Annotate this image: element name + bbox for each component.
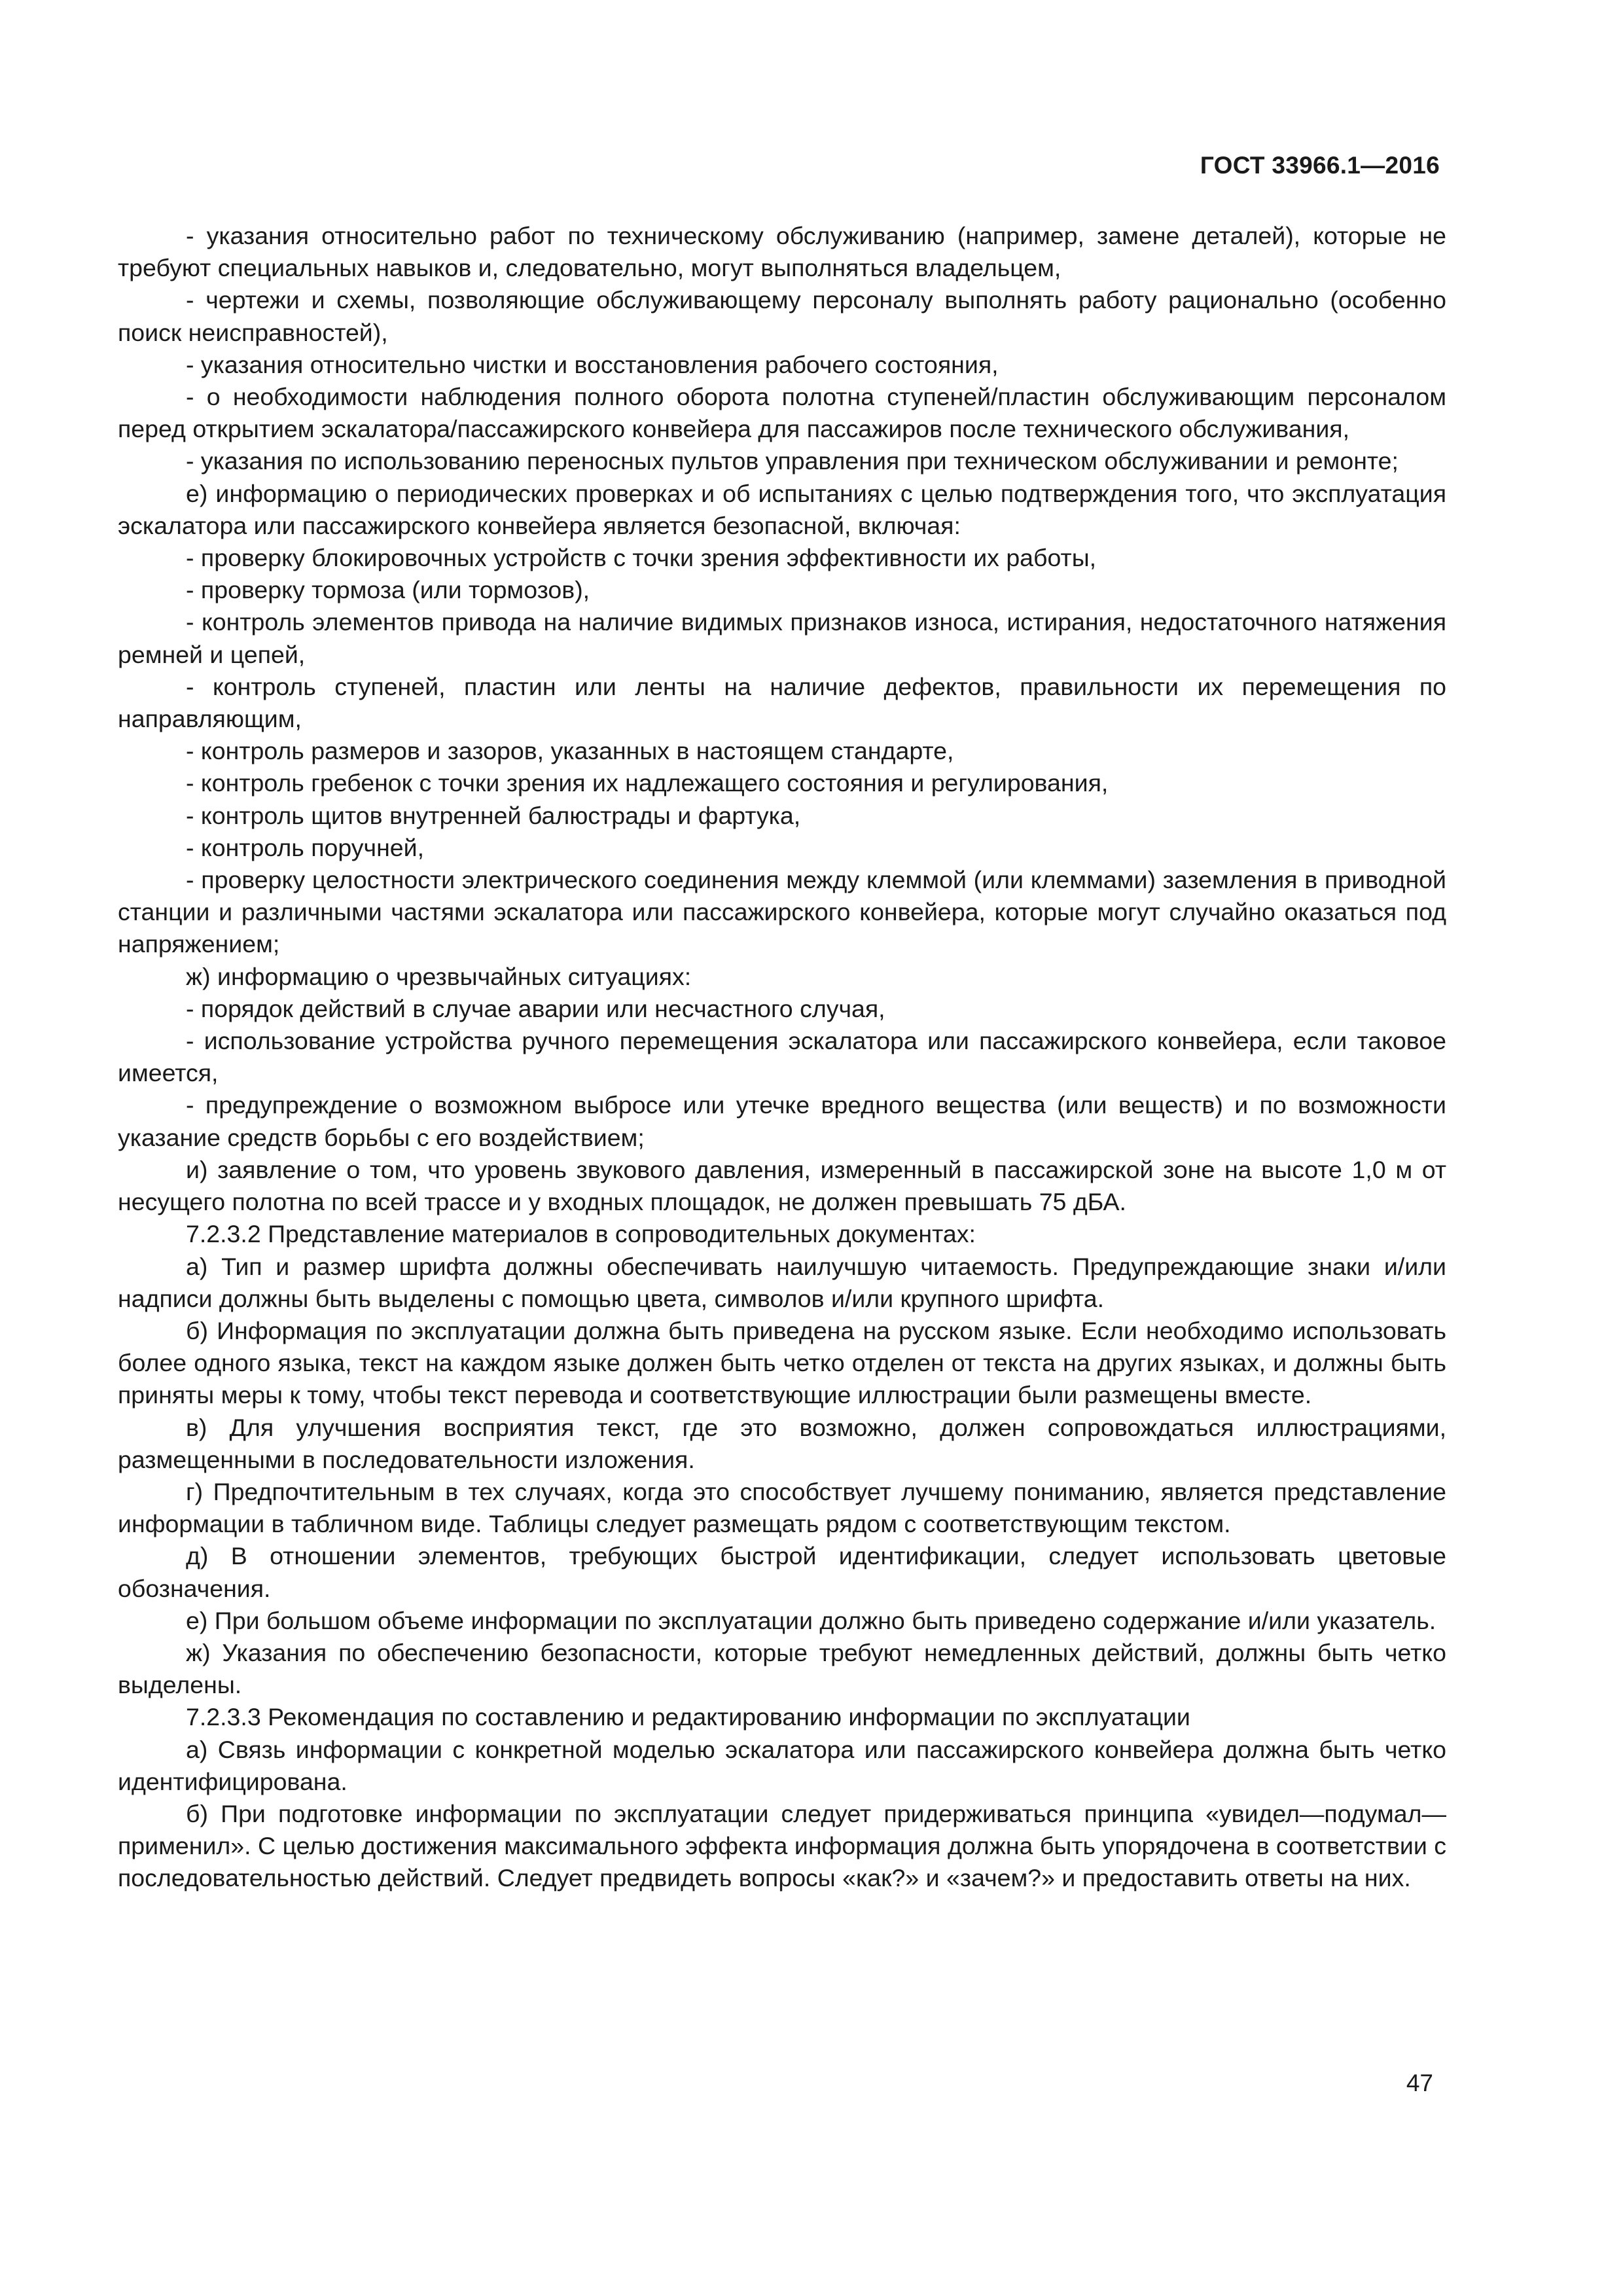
paragraph: - проверку целостности электрического соединения между клеммой (или клеммами) заземления в приводной станции и различными частями эскалатора или пассажирского конвейера, которые могут случайно оказаться под напряжением; bbox=[118, 866, 1446, 958]
paragraph: б) Информация по эксплуатации должна быть приведена на русском языке. Если необходимо использовать более одного языка, текст на каждом языке должен быть четко отделен от текста на других языках, и должны быть приняты меры к тому, чтобы текст перевода и соответствующие иллюстрации были размещены вместе. bbox=[118, 1316, 1446, 1409]
paragraph: ж) информацию о чрезвычайных ситуациях: bbox=[186, 962, 692, 990]
paragraph: ж) Указания по обеспечению безопасности, которые требуют немедленных действий, должны быть четко выделены. bbox=[118, 1638, 1446, 1699]
paragraph: - о необходимости наблюдения полного оборота полотна ступеней/пластин обслуживающим персоналом перед открытием эскалатора/пассажирского конвейера для пассажиров после технического обслуживания, bbox=[118, 383, 1446, 443]
paragraph: - использование устройства ручного перемещения эскалатора или пассажирского конвейера, если таковое имеется, bbox=[118, 1027, 1446, 1087]
paragraph: - чертежи и схемы, позволяющие обслуживающему персоналу выполнять работу рационально (особенно поиск неисправностей), bbox=[118, 286, 1446, 346]
paragraph: - указания относительно чистки и восстановления рабочего состояния, bbox=[186, 350, 999, 378]
document-header-standard: ГОСТ 33966.1—2016 bbox=[1200, 152, 1440, 179]
paragraph: - предупреждение о возможном выбросе или утечке вредного вещества (или веществ) и по возможности указание средств борьбы с его воздействием; bbox=[118, 1091, 1446, 1151]
page-number: 47 bbox=[1406, 2070, 1433, 2096]
paragraph: - проверку блокировочных устройств с точки зрения эффективности их работы, bbox=[186, 544, 1097, 572]
paragraph: - контроль поручней, bbox=[186, 833, 425, 861]
paragraph: е) информацию о периодических проверках и об испытаниях с целью подтверждения того, что эксплуатация эскалатора или пассажирского конвейера является безопасной, включая: bbox=[118, 479, 1446, 539]
section-heading: 7.2.3.3 Рекомендация по составлению и редактированию информации по эксплуатации bbox=[186, 1703, 1190, 1731]
section-heading: 7.2.3.2 Представление материалов в сопроводительных документах: bbox=[186, 1220, 976, 1248]
paragraph: - контроль щитов внутренней балюстрады и фартука, bbox=[186, 801, 801, 829]
paragraph: е) При большом объеме информации по эксплуатации должно быть приведено содержание и/или указатель. bbox=[186, 1606, 1436, 1634]
paragraph: - указания относительно работ по техническому обслуживанию (например, замене деталей), которые не требуют специальных навыков и, следовательно, могут выполняться владельцем, bbox=[118, 222, 1446, 282]
paragraph: в) Для улучшения восприятия текст, где это возможно, должен сопровождаться иллюстрациями, размещенными в последовательности изложения. bbox=[118, 1413, 1446, 1473]
document-body bbox=[118, 220, 1446, 1895]
paragraph: а) Связь информации с конкретной моделью эскалатора или пассажирского конвейера должна быть четко идентифицирована. bbox=[118, 1735, 1446, 1795]
paragraph: - контроль гребенок с точки зрения их надлежащего состояния и регулирования, bbox=[186, 769, 1109, 797]
paragraph: - контроль ступеней, пластин или ленты на наличие дефектов, правильности их перемещения по направляющим, bbox=[118, 672, 1446, 733]
paragraph: - порядок действий в случае аварии или несчастного случая, bbox=[186, 994, 885, 1022]
paragraph: и) заявление о том, что уровень звукового давления, измеренный в пассажирской зоне на высоте 1,0 м от несущего полотна по всей трассе и у входных площадок, не должен превышать 75 дБА. bbox=[118, 1155, 1446, 1216]
paragraph: а) Тип и размер шрифта должны обеспечивать наилучшую читаемость. Предупреждающие знаки и/или надписи должны быть выделены с помощью цвета, символов и/или крупного шрифта. bbox=[118, 1252, 1446, 1312]
paragraph: б) При подготовке информации по эксплуатации следует придерживаться принципа «увидел—подумал—применил». С целью достижения максимального эффекта информация должна быть упорядочена в соответствии с последовательностью действий. Следует предвидеть вопросы «как?» и «зачем?» и предоставить ответы на них. bbox=[118, 1799, 1446, 1892]
paragraph: д) В отношении элементов, требующих быстрой идентификации, следует использовать цветовые обозначения. bbox=[118, 1542, 1446, 1602]
paragraph: г) Предпочтительным в тех случаях, когда это способствует лучшему пониманию, является представление информации в табличном виде. Таблицы следует размещать рядом с соответствующим текстом. bbox=[118, 1477, 1446, 1538]
paragraph: - указания по использованию переносных пультов управления при техническом обслуживании и ремонте; bbox=[186, 447, 1399, 475]
paragraph: - проверку тормоза (или тормозов), bbox=[186, 576, 590, 604]
paragraph: - контроль элементов привода на наличие видимых признаков износа, истирания, недостаточного натяжения ремней и цепей, bbox=[118, 608, 1446, 668]
paragraph: - контроль размеров и зазоров, указанных в настоящем стандарте, bbox=[186, 737, 954, 765]
